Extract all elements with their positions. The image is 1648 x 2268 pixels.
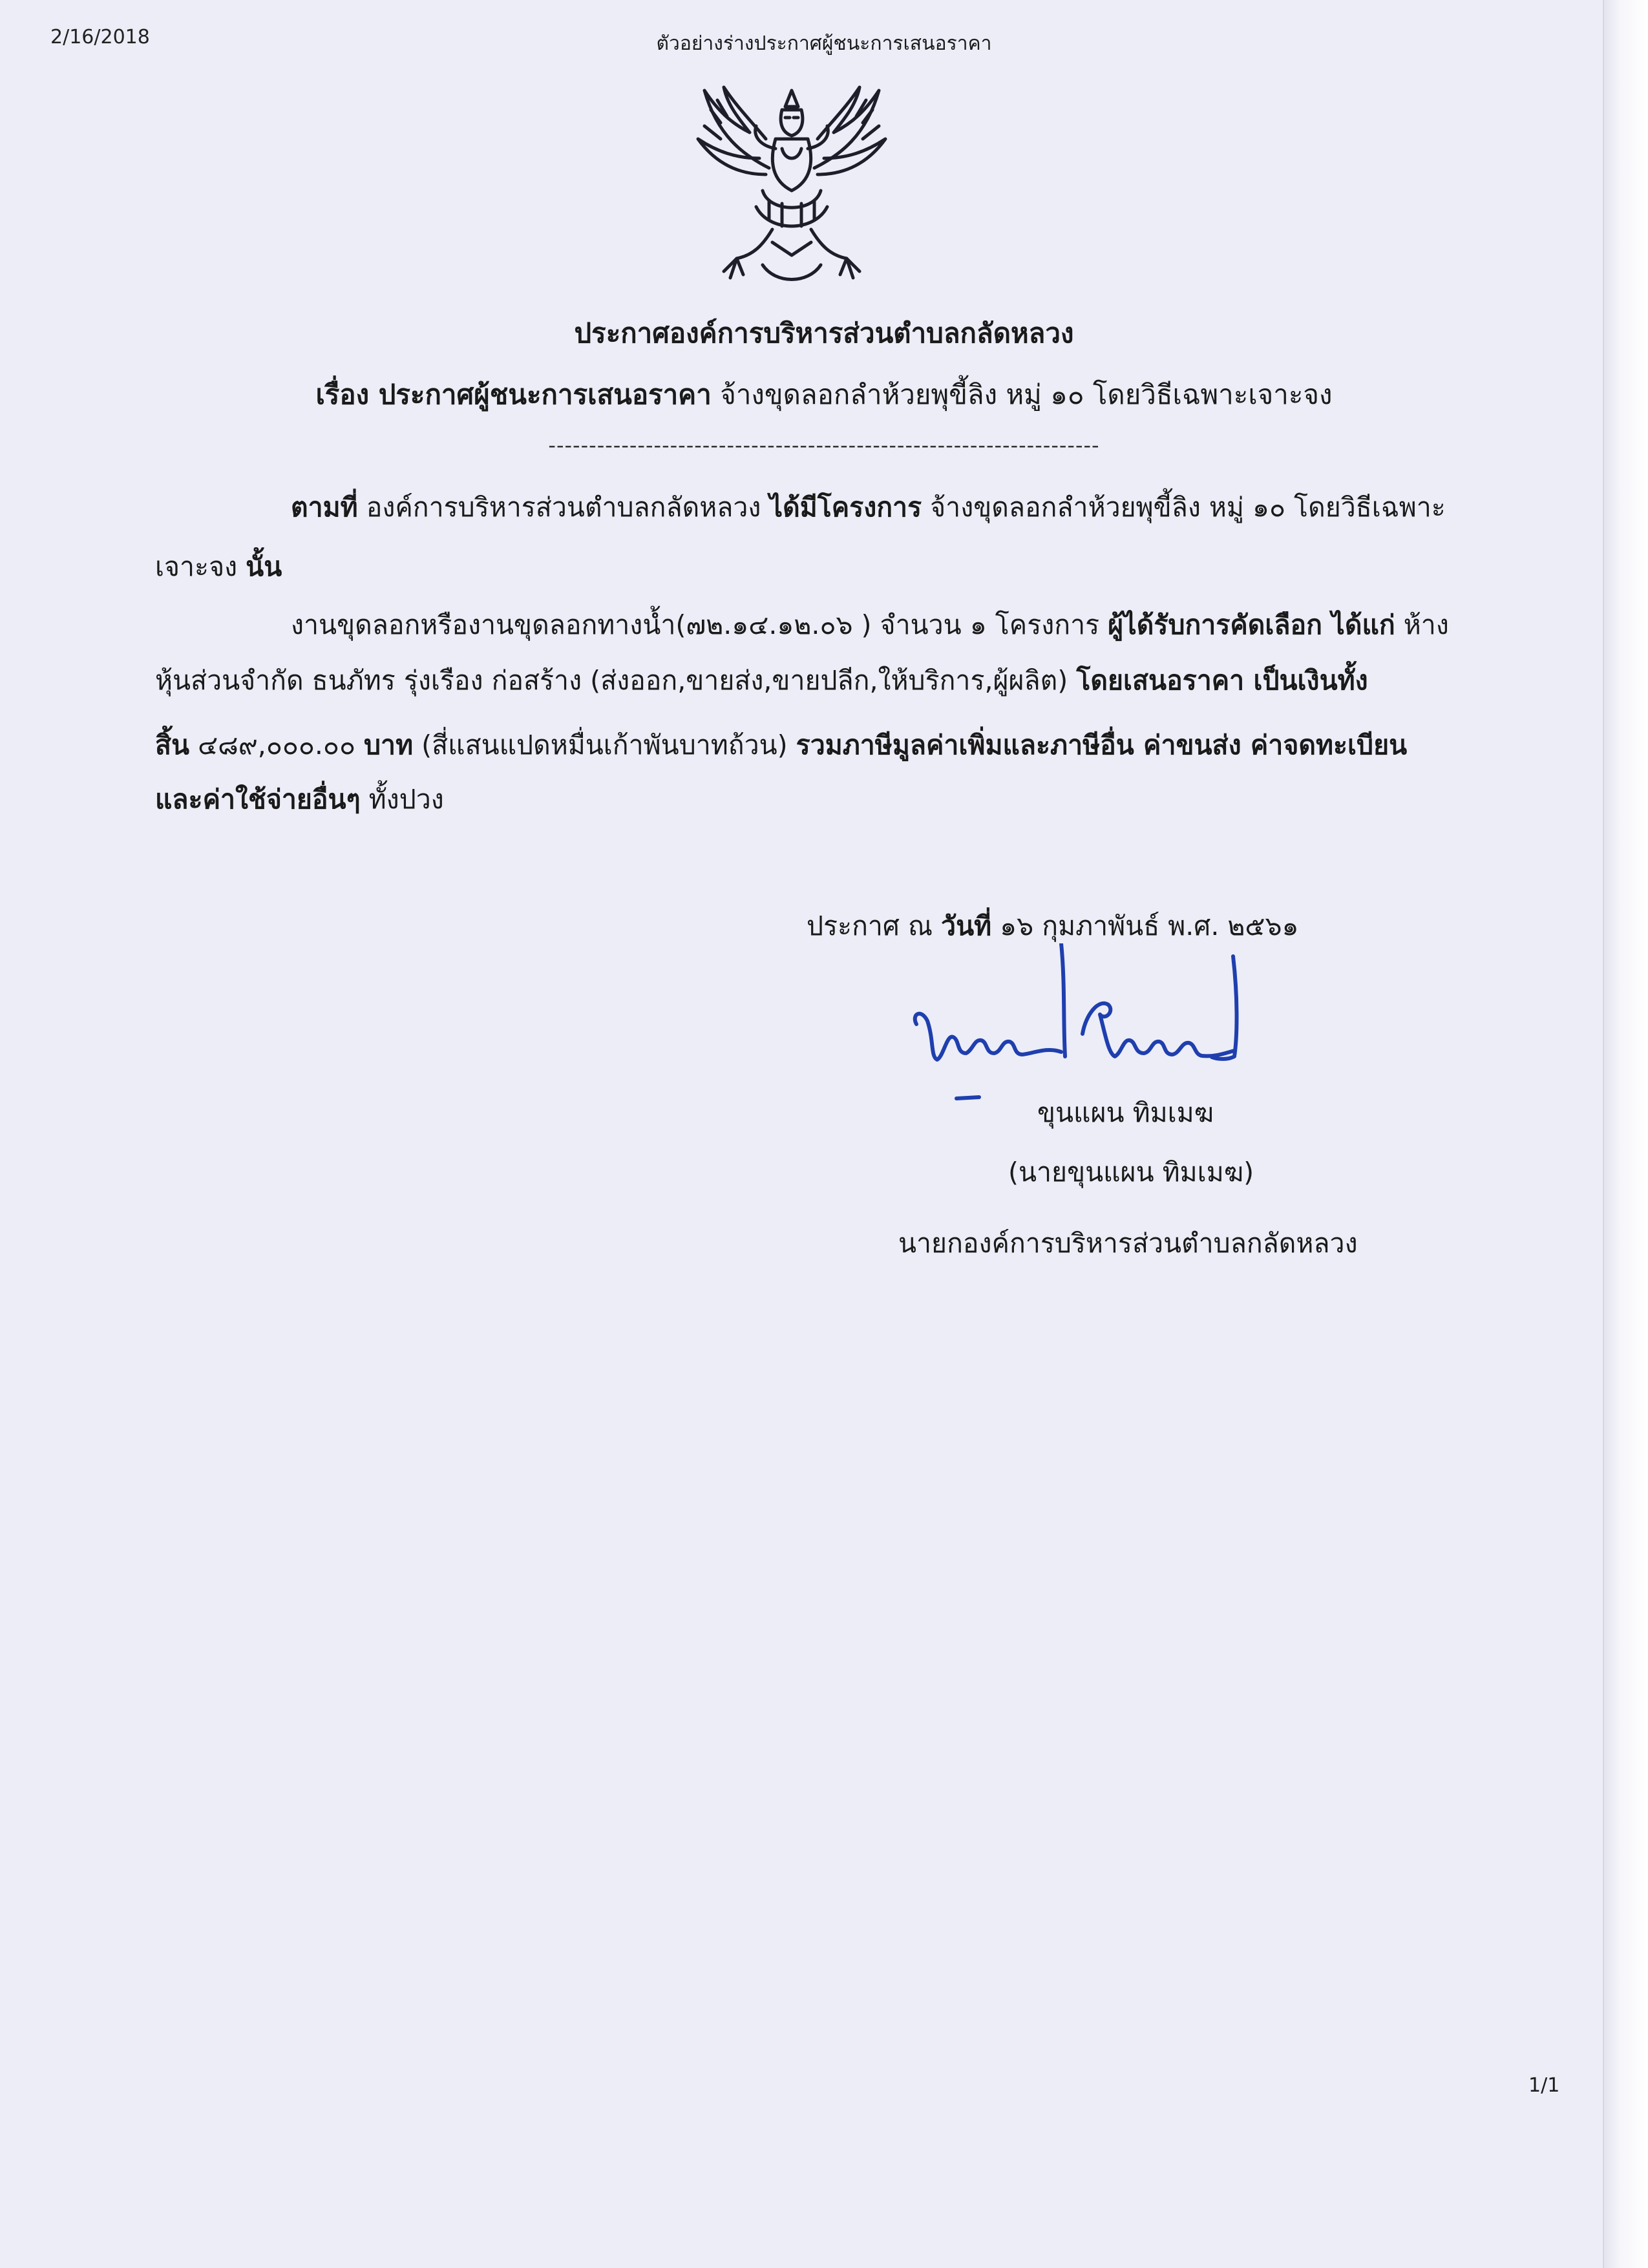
paragraph-2-line-4	[155, 786, 444, 813]
text-segment: (สี่แสนแปดหมื่นเก้าพันบาทถ้วน)	[413, 730, 796, 761]
paragraph-2-line-1	[291, 609, 1449, 640]
text-segment: โดยเสนอราคา เป็นเงินทั้ง	[1076, 665, 1368, 696]
text-segment: สิ้น	[155, 730, 190, 761]
page-number: 1/1	[1528, 2074, 1560, 2097]
announcement-subject	[0, 373, 1648, 416]
paragraph-2-line-3	[155, 732, 1407, 759]
text-segment: จ้างขุดลอกลำห้วยพุขี้ลิง หมู่ ๑๐ โดยวิธีเฉพาะ	[922, 492, 1446, 523]
text-segment: ได้มีโครงการ	[769, 492, 922, 523]
text-segment: ๑๖ กุมภาพันธ์ พ.ศ. ๒๕๖๑	[991, 910, 1299, 941]
print-date: 2/16/2018	[50, 26, 150, 48]
announcement-title: ประกาศองค์การบริหารส่วนตำบลกลัดหลวง	[574, 317, 1074, 349]
announcement-date	[807, 905, 1299, 947]
print-header-title: ตัวอย่างร่างประกาศผู้ชนะการเสนอราคา	[656, 32, 992, 55]
paragraph-1-line-1	[291, 494, 1446, 521]
paragraph-1-line-2	[155, 551, 282, 582]
text-segment: ประกาศ ณ	[807, 910, 942, 941]
garuda-emblem-icon	[692, 78, 892, 291]
text-segment: ห้าง	[1395, 609, 1449, 640]
text-segment: บาท	[364, 730, 414, 761]
text-segment: งานขุดลอกหรืองานขุดลอกทางน้ำ(๗๒.๑๔.๑๒.๐๖ ) จำนวน ๑ โครงการ	[291, 609, 1108, 640]
signer-position: นายกองค์การบริหารส่วนตำบลกลัดหลวง	[898, 1228, 1358, 1259]
signer-full-name: (นายขุนแผน ทิมเมฆ)	[1008, 1157, 1254, 1188]
text-segment: ทั้งปวง	[360, 784, 444, 815]
text-segment: ตามที่	[291, 492, 358, 523]
text-segment: และค่าใช้จ่ายอื่นๆ	[155, 784, 361, 815]
text-segment: วันที่	[941, 910, 992, 941]
text-segment: ๔๘๙,๐๐๐.๐๐	[189, 730, 364, 761]
paragraph-2-line-2	[155, 667, 1368, 694]
text-segment: รวมภาษีมูลค่าเพิ่มและภาษีอื่น ค่าขนส่ง ค่าจดทะเบียน	[796, 730, 1408, 761]
text-segment: นั้น	[246, 551, 282, 582]
separator-line: --------------------------------------------------------------------	[548, 433, 1100, 457]
text-segment: องค์การบริหารส่วนตำบลกลัดหลวง	[357, 492, 770, 523]
text-segment: ผู้ได้รับการคัดเลือก ได้แก่	[1108, 609, 1395, 640]
subject-label: เรื่อง ประกาศผู้ชนะการเสนอราคา	[315, 379, 712, 410]
signer-name: ขุนแผน ทิมเมฆ	[1037, 1097, 1214, 1128]
text-segment: หุ้นส่วนจำกัด ธนภัทร รุ่งเรือง ก่อสร้าง (ส่งออก,ขายส่ง,ขายปลีก,ให้บริการ,ผู้ผลิต)	[155, 665, 1077, 696]
subject-text: จ้างขุดลอกลำห้วยพุขี้ลิง หมู่ ๑๐ โดยวิธีเฉพาะเจาะจง	[711, 379, 1333, 410]
text-segment: เจาะจง	[155, 551, 246, 582]
